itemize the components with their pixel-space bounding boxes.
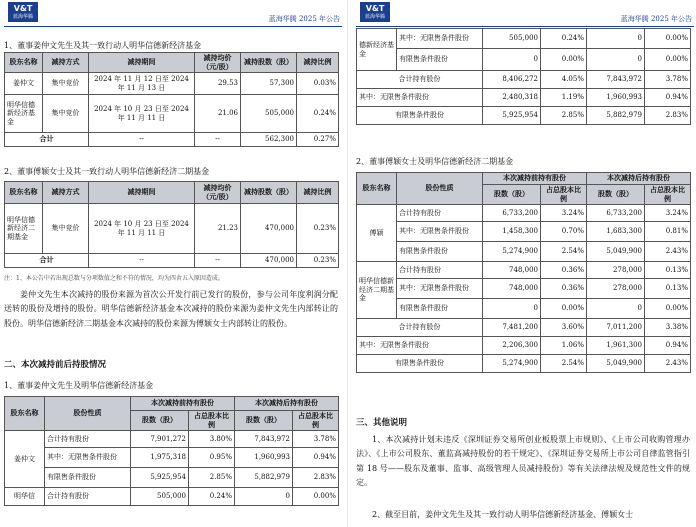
compliance-paragraph: 1、本次减持计划未违反《深圳证券交易所创业板股票上市规则》、《上市公司收购管理办法》、《上市公司股东、董监高减持股份的若干规定》、《深圳证券交易所上市公司自律监管指引第 18 号——股东及董事、监事、高级管理人员减持股份》等有关法律法规及规范性文件的规定。 <box>356 435 690 488</box>
th-ratio: 减持比例 <box>297 53 339 73</box>
table-row: 明华信德新经济基金 集中竞价 2024 年 10 月 23 日至 2024 年 11 月 11 日 21.06 505,000 0.24% <box>5 95 339 133</box>
table-total-row: 合计 -- -- 470,000 0.23% <box>5 254 339 268</box>
section-3-title: 二、本次减持前后持股情况 <box>4 360 107 370</box>
status-paragraph: 2、截至目前，姜仲文先生及其一致行动人明华信德新经济基金、傅颖女士 <box>372 510 634 519</box>
table-row: 有限售条件股份 5,274,900 2.54% 5,049,900 2.43% <box>357 242 691 262</box>
th-period: 减持期间 <box>89 53 195 73</box>
table-row: 明华信 合计持有股份 505,000 0.24% 0 0.00% <box>5 488 339 506</box>
table-summary-row: 合计持有股份 7,481,200 3.60% 7,011,200 3.38% <box>357 319 691 337</box>
section-3-subtitle: 1、董事姜仲文先生及明华信德新经济基金 <box>4 381 154 390</box>
table-summary-row: 有限售条件股份 5,925,954 2.85% 5,882,979 2.83% <box>357 107 691 125</box>
table-row: 有限售条件股份 0 0.00% 0 0.00% <box>357 49 691 71</box>
left-page <box>4 0 342 527</box>
holding-table-1-continued <box>356 28 691 125</box>
table-summary-row: 有限售条件股份 5,274,900 2.54% 5,049,900 2.43% <box>357 355 691 373</box>
table-summary-row: 其中：无限售条件股份 2,480,318 1.19% 1,960,993 0.94% <box>357 89 691 107</box>
source-paragraph: 姜仲文先生本次减持的股份来源为首次公开发行前已发行的股份，参与公司年度利润分配送转的股份及增持的股份。明华信德新经济基金本次减持的股份来源为姜仲文先生内部转让的股份。明华信德新经济二期基金本次减持的股份来源为傅颖女士内部转让的股份。 <box>4 290 338 328</box>
table-row: 有限售条件股份 0 0.00% 0 0.00% <box>357 299 691 319</box>
section-2-title: 2、董事傅颖女士及其一致行动人明华信德新经济二期基金 <box>4 167 210 176</box>
page-header <box>356 0 694 27</box>
section-2b-title: 2、董事傅颖女士及明华信德新经济二期基金 <box>356 157 514 166</box>
reduction-table-2: 股东名称 减持方式 减持期间 减持均价（元/股） 减持股数（股） 减持比例 明华信德新经济二期基金 集中竞价 2024 年 10 月 23 日至 2024 年 11 月 11 日 21.23 470,000 0.23% 合计 -- -- 470,000 0.23% <box>4 181 339 268</box>
header-title: 蓝海华腾 2025 年公告 <box>268 15 340 23</box>
section-3b-title: 三、其他说明 <box>356 418 408 428</box>
footnote: 注：1、本公告中若出现总数与分项数值之和不符的情况，均为四舍五入原因造成。 <box>4 275 224 282</box>
table-row: 姜仲文 合计持有股份 7,901,272 3.80% 7,843,972 3.78% <box>5 431 339 448</box>
right-page <box>356 0 694 527</box>
holding-table-1: 股东名称 股份性质 本次减持前持有股份 本次减持后持有股份 股数（股） 占总股本比例 股数（股） 占总股本比例 姜仲文 合计持有股份 7,901,272 3.80% 7,843,972 3.78% 其中：无限售条件股份 1,975,318 0.95% 1,960,993 0.94% 有限售条件股份 5,925,954 2.85% 5,882,979 2.83% 明华信 合计持有股份 505,000 0.24% 0 0.00% <box>4 396 339 506</box>
table-row: 其中：无限售条件股份 748,000 0.36% 278,000 0.13% <box>357 279 691 299</box>
th-shares: 减持股数（股） <box>241 53 297 73</box>
reduction-table-1 <box>4 52 339 147</box>
th-method: 减持方式 <box>43 53 89 73</box>
table-row: 其中：无限售条件股份 1,458,300 0.70% 1,683,300 0.81% <box>357 222 691 242</box>
th-shareholder: 股东名称 <box>5 53 43 73</box>
table-row: 德新经济基金 其中：无限售条件股份 505,000 0.24% 0 0.00% <box>357 29 691 49</box>
table-summary-row: 合计持有股份 8,406,272 4.05% 7,843,972 3.78% <box>357 71 691 89</box>
th-avg-price: 减持均价（元/股） <box>195 53 241 73</box>
company-logo: V&T 蓝海华腾 <box>8 2 38 22</box>
table-row: 明华信德新经济二期基金 合计持有股份 748,000 0.36% 278,000 0.13% <box>357 262 691 279</box>
page-header <box>4 0 342 27</box>
table-summary-row: 其中：无限售条件股份 2,206,300 1.06% 1,961,300 0.94% <box>357 337 691 355</box>
company-logo: V&T 蓝海华腾 <box>360 2 390 22</box>
table-row: 傅颖 合计持有股份 6,733,200 3.24% 6,733,200 3.24% <box>357 205 691 222</box>
page-gutter <box>347 0 348 527</box>
table-row: 姜仲文 集中竞价 2024 年 11 月 12 日至 2024 年 11 月 13 日 29.53 57,300 0.03% <box>5 73 339 95</box>
table-row: 明华信德新经济二期基金 集中竞价 2024 年 10 月 23 日至 2024 年 11 月 11 日 21.23 470,000 0.23% <box>5 204 339 254</box>
section-1-title: 1、董事姜仲文先生及其一致行动人明华信德新经济基金 <box>4 41 202 50</box>
table-total-row: 合计 -- -- 562,300 0.27% <box>5 133 339 147</box>
header-title: 蓝海华腾 2025 年公告 <box>620 15 692 23</box>
holding-table-2: 股东名称 股份性质 本次减持前持有股份 本次减持后持有股份 股数（股） 占总股本比例 股数（股） 占总股本比例 傅颖 合计持有股份 6,733,200 3.24% 6,733,200 3.24% 其中：无限售条件股份 1,458,300 0.70% 1,683,300 0.81% 有限售条件股份 5,274,900 2.54% 5,049,900 2.43% 明华信德新经济二期基金 合计持有股份 748,000 0.36% 278,000 0.13% 其中：无限售条件股份 748,000 0.36% 278,000 0.13% 有限售条件股份 0 0.00% 0 0.00% 合计持有股份 7,481,200 3.60% 7,011,200 3.38% 其中：无限售条件股份 2,206,300 1.06% 1,961,300 0.94% 有限售条件股份 5,274,900 2.54% 5,049,900 2.43% <box>356 172 691 373</box>
table-row: 有限售条件股份 5,925,954 2.85% 5,882,979 2.83% <box>5 468 339 488</box>
table-row: 其中：无限售条件股份 1,975,318 0.95% 1,960,993 0.94% <box>5 448 339 468</box>
